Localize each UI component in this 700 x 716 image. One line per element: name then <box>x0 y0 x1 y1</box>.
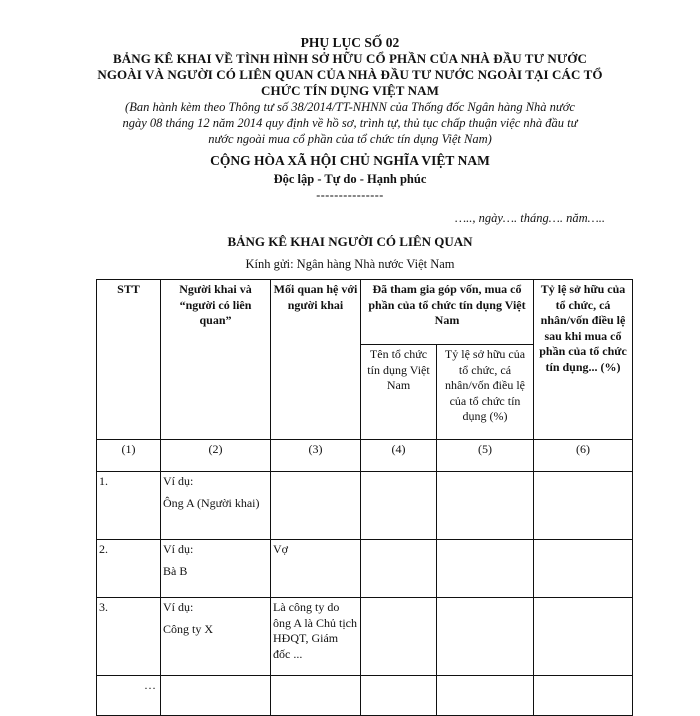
document-title-line: CHỨC TÍN DỤNG VIỆT NAM <box>261 83 439 98</box>
column-number: (4) <box>361 440 437 472</box>
row-person-cell <box>161 472 271 540</box>
column-number: (6) <box>534 440 633 472</box>
header-relationship: Mối quan hệ với người khai <box>271 280 361 440</box>
row-ownership-cell <box>437 598 534 676</box>
column-number: (1) <box>97 440 161 472</box>
row-person-cell <box>161 540 271 598</box>
document-title-line: NGOÀI VÀ NGƯỜI CÓ LIÊN QUAN CỦA NHÀ ĐẦU TƯ NƯỚC NGOÀI TẠI CÁC TỔ <box>97 67 603 82</box>
header-institution-name: Tên tổ chức tín dụng Việt Nam <box>361 345 437 440</box>
example-label: Ví dụ: <box>163 600 194 614</box>
document-title <box>0 51 700 99</box>
issuance-note <box>0 99 700 147</box>
appendix-label: PHỤ LỤC SỐ 02 <box>300 35 400 50</box>
row-ownership-cell <box>437 676 534 716</box>
date-line: ….., ngày…. tháng…. năm….. <box>455 211 606 225</box>
row-stt: 2. <box>97 540 161 598</box>
national-motto: Độc lập - Tự do - Hạnh phúc <box>273 172 427 186</box>
row-stt: … <box>97 676 161 716</box>
row-person-cell <box>161 676 271 716</box>
table-row <box>97 676 633 716</box>
row-post-purchase-cell <box>534 598 633 676</box>
person-name: Bà B <box>163 563 188 578</box>
row-post-purchase-cell <box>534 540 633 598</box>
issuance-note-line: nước ngoài mua cổ phần của tổ chức tín dụng Việt Nam) <box>208 132 492 146</box>
header-stt: STT <box>97 280 161 440</box>
row-relationship: Vợ <box>271 540 361 598</box>
row-relationship <box>271 676 361 716</box>
column-number: (3) <box>271 440 361 472</box>
row-ownership-cell <box>437 472 534 540</box>
example-label: Ví dụ: <box>163 542 194 556</box>
document-title-line: BẢNG KÊ KHAI VỀ TÌNH HÌNH SỞ HỮU CỔ PHẦN CỦA NHÀ ĐẦU TƯ NƯỚC <box>112 51 588 66</box>
header-post-purchase-pct: Tỷ lệ sở hữu của tổ chức, cá nhân/vốn điều lệ sau khi mua cổ phần của tổ chức tín dụng... (%) <box>534 280 633 440</box>
column-number: (2) <box>161 440 271 472</box>
header-declarant: Người khai và “người có liên quan” <box>161 280 271 440</box>
column-number: (5) <box>437 440 534 472</box>
person-name: Công ty X <box>163 621 214 636</box>
addressee: Kính gửi: Ngân hàng Nhà nước Việt Nam <box>245 257 455 271</box>
row-relationship <box>271 472 361 540</box>
row-ownership-cell <box>437 540 534 598</box>
row-institution-cell <box>361 598 437 676</box>
row-person-cell <box>161 598 271 676</box>
country-name: CỘNG HÒA XÃ HỘI CHỦ NGHĨA VIỆT NAM <box>210 153 490 168</box>
row-stt: 1. <box>97 472 161 540</box>
header-participation: Đã tham gia góp vốn, mua cổ phần của tổ chức tín dụng Việt Nam <box>361 280 534 345</box>
row-institution-cell <box>361 472 437 540</box>
example-label: Ví dụ: <box>163 474 194 488</box>
row-institution-cell <box>361 676 437 716</box>
issuance-note-line: ngày 08 tháng 12 năm 2014 quy định về hồ sơ, trình tự, thủ tục chấp thuận việc nhà đầu tư <box>122 116 578 130</box>
table-row <box>97 472 633 540</box>
table-row <box>97 540 633 598</box>
row-institution-cell <box>361 540 437 598</box>
form-title: BẢNG KÊ KHAI NGƯỜI CÓ LIÊN QUAN <box>227 234 473 249</box>
row-stt: 3. <box>97 598 161 676</box>
person-name: Ông A (Người khai) <box>163 495 260 510</box>
header-ownership-pct: Tỷ lệ sở hữu của tổ chức, cá nhân/vốn điều lệ của tổ chức tín dụng (%) <box>437 345 534 440</box>
declaration-table <box>96 279 633 716</box>
separator-line: --------------- <box>316 188 384 202</box>
row-relationship: Là công ty do ông A là Chủ tịch HĐQT, Giám đốc ... <box>271 598 361 676</box>
issuance-note-line: (Ban hành kèm theo Thông tư số 38/2014/TT-NHNN của Thống đốc Ngân hàng Nhà nước <box>125 100 575 114</box>
row-post-purchase-cell <box>534 676 633 716</box>
table-row <box>97 598 633 676</box>
row-post-purchase-cell <box>534 472 633 540</box>
